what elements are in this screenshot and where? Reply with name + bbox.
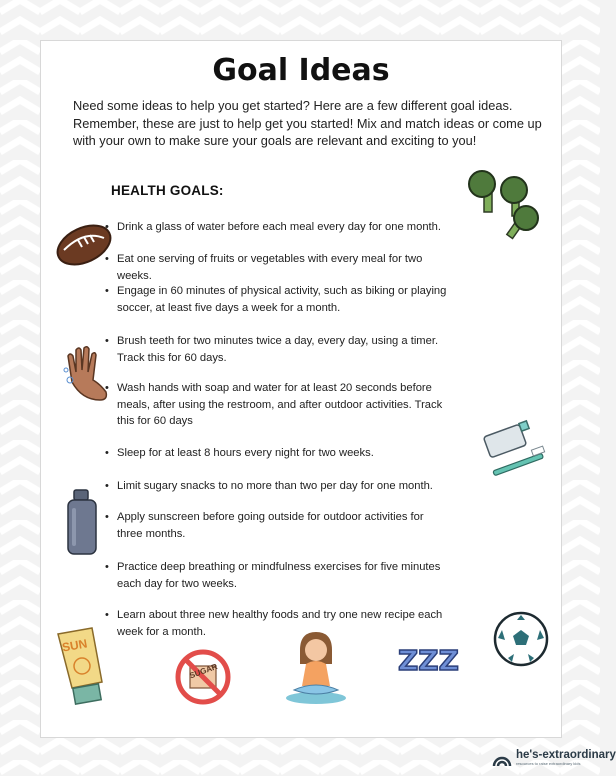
goal-item: • Sleep for at least 8 hours every night for two weeks. [105,447,374,459]
sleep-letters: ZZZ [398,644,459,677]
broccoli-icon [460,166,542,242]
water-bottle-icon [64,488,100,556]
sugar-label: SUGAR [188,661,219,681]
goal-item: • Practice deep breathing or mindfulness exercises for five minutes each day for two weeks. [105,561,441,590]
goal-item: • Drink a glass of water before each meal every day for one month. [105,221,441,233]
goal-item: • Learn about three new healthy foods and try one new recipe each week for a month. [105,609,443,638]
rainbow-icon [492,749,512,767]
no-sugar-icon [174,648,232,706]
handwashing-icon [62,342,114,404]
football-icon [54,220,114,270]
goal-item: • Engage in 60 minutes of physical activity, such as biking or playing soccer, at least five days a week for a month. [105,285,447,314]
goal-item: • Brush teeth for two minutes twice a day, every day, using a timer. Track this for 60 days. [105,335,439,364]
goal-item: • Apply sunscreen before going outside for outdoor activities for three months. [105,511,424,540]
sunscreen-icon [52,626,112,706]
toothpaste-icon [482,418,550,476]
goal-item: • Eat one serving of fruits or vegetables with every meal for two weeks. [105,253,423,282]
goal-item: • Wash hands with soap and water for at least 20 seconds before meals, after using the restroom, and after outdoor activities. Track this for 60 days [105,382,443,427]
page-title: Goal Ideas [212,53,390,88]
health-goals-heading: HEALTH GOALS: [111,183,224,198]
meditation-icon [284,628,348,708]
soccer-ball-icon [492,610,550,668]
logo-text: he's-extraordinary [516,749,616,761]
logo-tagline: resources to raise extraordinary kids [516,761,581,766]
goal-item: • Limit sugary snacks to no more than two per day for one month. [105,480,433,492]
sunscreen-label: SUN [60,636,89,655]
sleep-icon [398,644,484,700]
intro-paragraph: Need some ideas to help you get started? Here are a few different goal ideas. Remember, these are just to help get you started! Mix and match ideas or come up with your own to make sure your goals are relevant and exciting to you! [73,98,542,148]
